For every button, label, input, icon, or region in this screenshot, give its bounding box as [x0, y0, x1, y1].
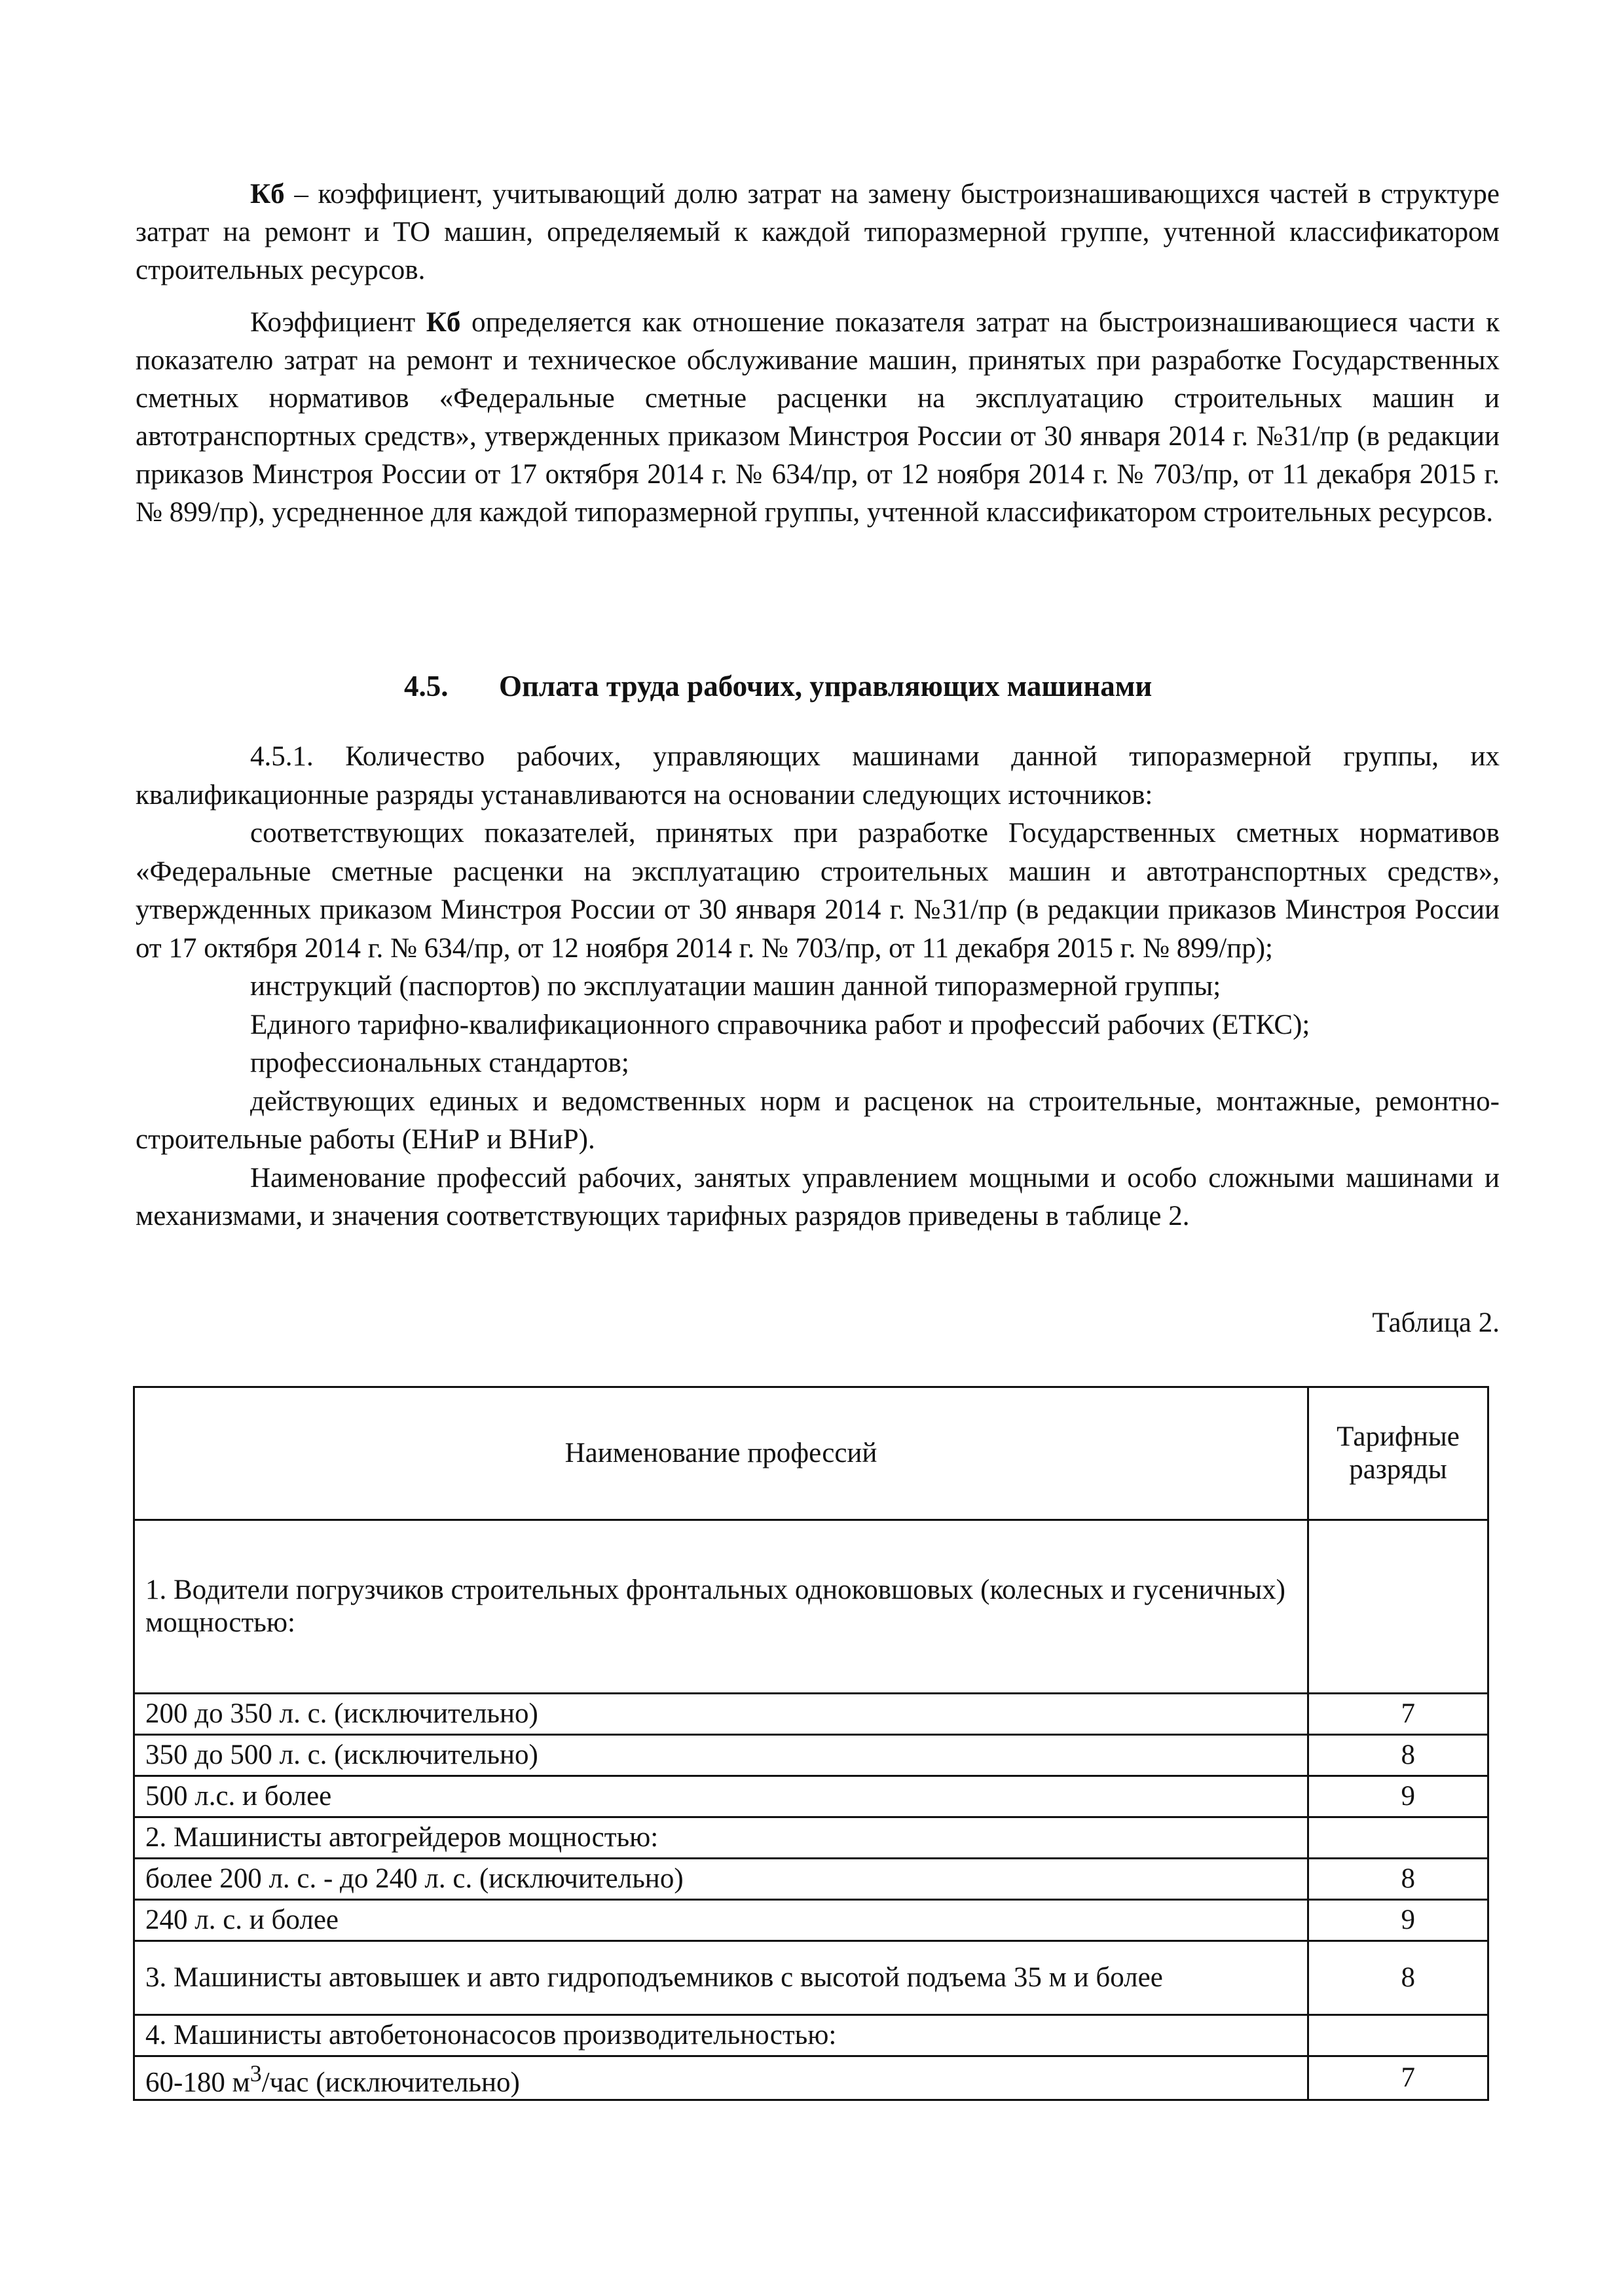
- professions-table: [133, 1386, 1489, 2101]
- rank-cell: 7: [1308, 2056, 1488, 2100]
- table-row: [134, 1859, 1488, 1900]
- table-row: [134, 1520, 1488, 1694]
- rank-cell: [1308, 2015, 1488, 2056]
- table-row: [134, 2015, 1488, 2056]
- table-row: [134, 1735, 1488, 1776]
- header-profession: Наименование профессий: [134, 1387, 1308, 1520]
- table-row: [134, 1941, 1488, 2015]
- kb-method-text: определяется как отношение показателя затрат на быстроизнашивающиеся части к показателю затрат на ремонт и техническое обслуживание машин, принятых при разработке Государственных сметных нормативов «Федеральные сметные расценки на эксплуатацию строительных машин и автотранспортных средств», утвержденных приказом Минстроя России от 30 января 2014 г. №31/пр (в редакции приказов Минстроя России от 17 октября 2014 г. № 634/пр, от 12 ноября 2014 г. № 703/пр, от 11 декабря 2015 г. № 899/пр), усредненное для каждой типоразмерной группы, учтенной классификатором строительных ресурсов.: [136, 307, 1500, 528]
- rank-cell: [1308, 1817, 1488, 1859]
- profession-cell: 2. Машинисты автогрейдеров мощностью:: [134, 1817, 1308, 1859]
- section-body: [136, 738, 1500, 1236]
- profession-cell: 4. Машинисты автобетононасосов производительностью:: [134, 2015, 1308, 2056]
- table-row: [134, 2056, 1488, 2100]
- rank-cell: 9: [1308, 1776, 1488, 1817]
- rank-cell: 8: [1308, 1859, 1488, 1900]
- table-header-row: [134, 1387, 1488, 1520]
- table-row: [134, 1694, 1488, 1735]
- section-number: 4.5.: [404, 670, 449, 702]
- table-row: [134, 1776, 1488, 1817]
- header-rank: Тарифные разряды: [1308, 1387, 1488, 1520]
- table-caption: Таблица 2.: [1372, 1307, 1500, 1338]
- profession-cell: 500 л.с. и более: [134, 1776, 1308, 1817]
- source-item-5: действующих единых и ведомственных норм и расценок на строительные, монтажные, ремонтно-строительные работы (ЕНиР и ВНиР).: [136, 1085, 1500, 1155]
- source-item-3: Единого тарифно-квалификационного справочника работ и профессий рабочих (ЕТКС);: [250, 1009, 1310, 1040]
- profession-cell: 3. Машинисты автовышек и авто гидроподъемников с высотой подъема 35 м и более: [134, 1941, 1308, 2015]
- table-intro-paragraph: Наименование профессий рабочих, занятых управлением мощными и особо сложными машинами и механизмами, и значения соответствующих тарифных разрядов приведены в таблице 2.: [136, 1162, 1500, 1231]
- rank-cell: 8: [1308, 1941, 1488, 2015]
- profession-cell: более 200 л. с. - до 240 л. с. (исключительно): [134, 1859, 1308, 1900]
- source-item-2: инструкций (паспортов) по эксплуатации машин данной типоразмерной группы;: [250, 971, 1221, 1002]
- profession-cell: 240 л. с. и более: [134, 1900, 1308, 1941]
- intro-text: [136, 175, 1500, 532]
- profession-text-tail: /час (исключительно): [261, 2067, 520, 2098]
- profession-cell: 350 до 500 л. с. (исключительно): [134, 1735, 1308, 1776]
- superscript-cubed: 3: [249, 2060, 262, 2086]
- profession-cell: [134, 2056, 1308, 2100]
- kb-definition-paragraph: [136, 175, 1500, 289]
- table-row: [134, 1900, 1488, 1941]
- source-item-4: профессиональных стандартов;: [250, 1048, 629, 1078]
- table-row: [134, 1817, 1488, 1859]
- clause-4-5-1: 4.5.1. Количество рабочих, управляющих машинами данной типоразмерной группы, их квалификационные разряды устанавливаются на основании следующих источников:: [136, 741, 1500, 811]
- rank-cell: 7: [1308, 1694, 1488, 1735]
- kb-term-2: Кб: [426, 307, 461, 338]
- rank-cell: 8: [1308, 1735, 1488, 1776]
- kb-method-paragraph: [136, 304, 1500, 532]
- profession-cell: 1. Водители погрузчиков строительных фронтальных одноковшовых (колесных и гусеничных) мощностью:: [134, 1520, 1308, 1694]
- rank-cell: 9: [1308, 1900, 1488, 1941]
- kb-term: Кб: [250, 179, 285, 210]
- profession-cell: 200 до 350 л. с. (исключительно): [134, 1694, 1308, 1735]
- profession-text: 60-180 м: [145, 2067, 250, 2098]
- section-title: Оплата труда рабочих, управляющих машинами: [499, 670, 1153, 702]
- rank-cell: [1308, 1520, 1488, 1694]
- kb-definition-text: – коэффициент, учитывающий долю затрат на замену быстроизнашивающихся частей в структуре затрат на ремонт и ТО машин, определяемый к каждой типоразмерной группе, учтенной классификатором строительных ресурсов.: [136, 179, 1500, 285]
- source-item-1: соответствующих показателей, принятых при разработке Государственных сметных нормативов «Федеральные сметные расценки на эксплуатацию строительных машин и автотранспортных средств», утвержденных приказом Минстроя России от 30 января 2014 г. №31/пр (в редакции приказов Минстроя России от 17 октября 2014 г. № 634/пр, от 12 ноября 2014 г. № 703/пр, от 11 декабря 2015 г. № 899/пр);: [136, 818, 1500, 964]
- kb-method-lead: Коэффициент: [250, 307, 426, 338]
